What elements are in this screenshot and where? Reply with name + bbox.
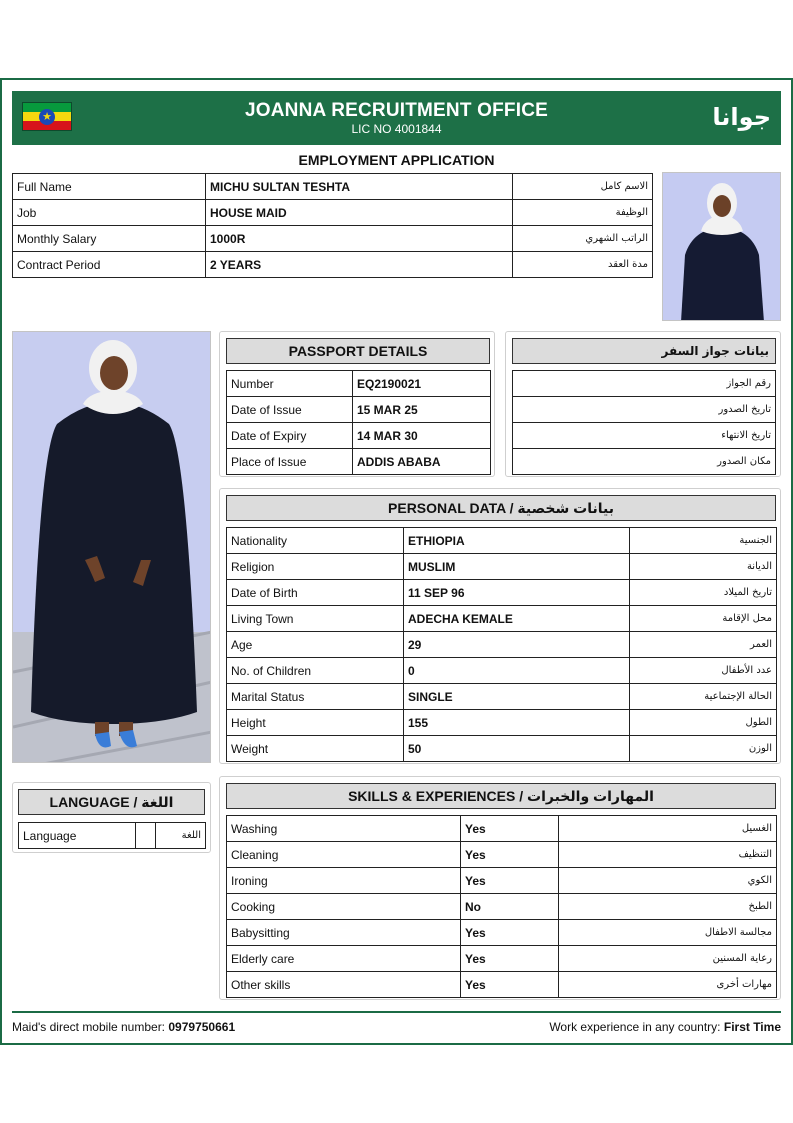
row-label-arabic: تاريخ الميلاد (630, 580, 777, 606)
row-label-arabic: مهارات أخرى (559, 972, 777, 998)
table-row (227, 842, 777, 868)
row-label: Washing (227, 816, 461, 842)
personal-data-table (226, 527, 777, 762)
row-label-arabic: الغسيل (559, 816, 777, 842)
table-row (13, 174, 653, 200)
table-row (513, 371, 776, 397)
row-label-arabic: الطبخ (559, 894, 777, 920)
row-value: 11 SEP 96 (404, 580, 630, 606)
full-body-photo (12, 331, 211, 763)
personal-data-panel (219, 488, 781, 764)
row-label: Cleaning (227, 842, 461, 868)
row-label: No. of Children (227, 658, 404, 684)
row-value: Yes (461, 842, 559, 868)
row-label-arabic: الوزن (630, 736, 777, 762)
row-value (136, 823, 156, 849)
row-label-arabic: الحالة الإجتماعية (630, 684, 777, 710)
row-label-arabic: محل الإقامة (630, 606, 777, 632)
row-label: Cooking (227, 894, 461, 920)
row-label: Date of Birth (227, 580, 404, 606)
row-value: EQ2190021 (353, 371, 491, 397)
row-label: Full Name (13, 174, 206, 200)
row-value: 0 (404, 658, 630, 684)
row-label-arabic: التنظيف (559, 842, 777, 868)
table-row (227, 528, 777, 554)
row-label-arabic: تاريخ الانتهاء (513, 423, 776, 449)
row-label-arabic: الاسم كامل (513, 174, 653, 200)
row-label: Elderly care (227, 946, 461, 972)
row-label: Marital Status (227, 684, 404, 710)
table-row (13, 200, 653, 226)
row-value: HOUSE MAID (206, 200, 513, 226)
passport-title-arabic: بيانات جواز السفر (512, 338, 776, 364)
row-label-arabic: عدد الأطفال (630, 658, 777, 684)
row-label: Nationality (227, 528, 404, 554)
row-label-arabic: الكوي (559, 868, 777, 894)
table-row (227, 894, 777, 920)
row-value: 29 (404, 632, 630, 658)
work-experience-value: First Time (723, 1020, 781, 1034)
row-value: 50 (404, 736, 630, 762)
passport-details-panel (219, 331, 495, 477)
row-value: Yes (461, 946, 559, 972)
row-value: MUSLIM (404, 554, 630, 580)
passport-details-arabic-panel (505, 331, 781, 477)
skills-table (226, 815, 777, 998)
row-label: Living Town (227, 606, 404, 632)
table-row (19, 823, 206, 849)
row-label: Babysitting (227, 920, 461, 946)
table-row (227, 606, 777, 632)
portrait-photo (662, 172, 781, 321)
row-label: Age (227, 632, 404, 658)
mobile-number-line (12, 1020, 235, 1034)
personal-data-title: PERSONAL DATA / بيانات شخصية (226, 495, 776, 521)
ethiopia-flag-icon: ★ (22, 102, 72, 131)
row-value: No (461, 894, 559, 920)
work-experience-label: Work experience in any country: (549, 1020, 721, 1034)
mobile-number-label: Maid's direct mobile number: (12, 1020, 166, 1034)
row-label-arabic: الطول (630, 710, 777, 736)
table-row (227, 423, 491, 449)
table-row (227, 972, 777, 998)
row-label: Date of Issue (227, 397, 353, 423)
row-value: SINGLE (404, 684, 630, 710)
row-label-arabic: الوظيفة (513, 200, 653, 226)
row-value: 14 MAR 30 (353, 423, 491, 449)
table-row (227, 710, 777, 736)
row-value: Yes (461, 868, 559, 894)
row-label-arabic: الراتب الشهري (513, 226, 653, 252)
row-label: Ironing (227, 868, 461, 894)
table-row (513, 449, 776, 475)
row-value: 155 (404, 710, 630, 736)
row-label: Place of Issue (227, 449, 353, 475)
table-row (227, 580, 777, 606)
table-row (227, 554, 777, 580)
passport-arabic-table (512, 370, 776, 475)
row-label-arabic: رقم الجواز (513, 371, 776, 397)
table-row (227, 658, 777, 684)
skills-panel (219, 776, 781, 1000)
table-row (513, 397, 776, 423)
row-label: Other skills (227, 972, 461, 998)
license-number: LIC NO 4001844 (351, 122, 442, 136)
table-row (227, 632, 777, 658)
row-value: MICHU SULTAN TESHTA (206, 174, 513, 200)
table-row (227, 920, 777, 946)
row-label: Date of Expiry (227, 423, 353, 449)
row-label-arabic: مدة العقد (513, 252, 653, 278)
row-value: Yes (461, 816, 559, 842)
row-label-arabic: تاريخ الصدور (513, 397, 776, 423)
row-label: Height (227, 710, 404, 736)
table-row (227, 946, 777, 972)
row-label-arabic: العمر (630, 632, 777, 658)
row-label-arabic: رعاية المسنين (559, 946, 777, 972)
table-row (227, 868, 777, 894)
row-value: 2 YEARS (206, 252, 513, 278)
row-label: Monthly Salary (13, 226, 206, 252)
table-row (227, 371, 491, 397)
language-panel (12, 782, 211, 853)
row-value: 1000R (206, 226, 513, 252)
table-row (13, 226, 653, 252)
main-info-table (12, 173, 653, 278)
footer-divider (12, 1011, 781, 1013)
row-value: ADECHA KEMALE (404, 606, 630, 632)
row-label-arabic: الديانة (630, 554, 777, 580)
row-label: Weight (227, 736, 404, 762)
work-experience-line (549, 1020, 781, 1034)
row-value: Yes (461, 920, 559, 946)
language-table (18, 822, 206, 849)
row-label-arabic: مكان الصدور (513, 449, 776, 475)
table-row (13, 252, 653, 278)
row-label-arabic: الجنسية (630, 528, 777, 554)
table-row (227, 684, 777, 710)
row-label: Job (13, 200, 206, 226)
row-label: Contract Period (13, 252, 206, 278)
passport-table (226, 370, 491, 475)
row-label: Religion (227, 554, 404, 580)
office-name: JOANNA RECRUITMENT OFFICE (244, 100, 549, 121)
header-banner (12, 91, 781, 145)
table-row (227, 736, 777, 762)
row-value: ADDIS ABABA (353, 449, 491, 475)
table-row (227, 397, 491, 423)
table-row (227, 449, 491, 475)
row-label-arabic: مجالسة الاطفال (559, 920, 777, 946)
row-value: ETHIOPIA (404, 528, 630, 554)
table-row (227, 816, 777, 842)
office-name-arabic: جوانا (712, 103, 771, 131)
page-title: EMPLOYMENT APPLICATION (298, 152, 495, 168)
table-row (513, 423, 776, 449)
row-label: Language (19, 823, 136, 849)
skills-title: SKILLS & EXPERIENCES / المهارات والخبرات (226, 783, 776, 809)
row-value: Yes (461, 972, 559, 998)
row-label-arabic: اللغة (156, 823, 206, 849)
row-label: Number (227, 371, 353, 397)
row-value: 15 MAR 25 (353, 397, 491, 423)
language-title: LANGUAGE / اللغة (18, 789, 205, 815)
mobile-number-value: 0979750661 (168, 1020, 236, 1034)
passport-title: PASSPORT DETAILS (226, 338, 490, 364)
